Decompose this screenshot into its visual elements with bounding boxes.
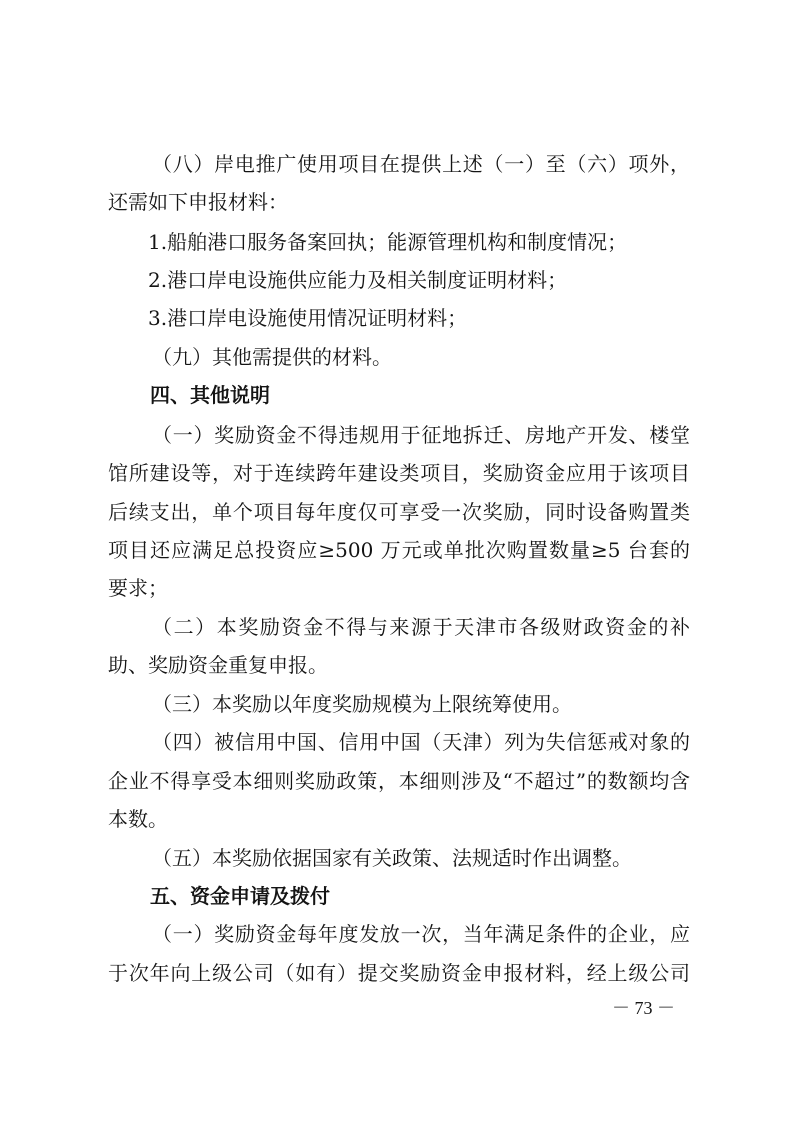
notes-p4-line-3: 本数。 — [108, 807, 168, 831]
section-8-item-3: 3.港口岸电设施使用情况证明材料； — [148, 306, 468, 330]
notes-p4-line-1: （四）被信用中国、信用中国（天津）列为失信惩戒对象的 — [152, 730, 690, 754]
notes-p4-line-2: 企业不得享受本细则奖励政策，本细则涉及“不超过”的数额均含 — [108, 769, 690, 793]
notes-p1-line-2: 馆所建设等，对于连续跨年建设类项目，奖励资金应用于该项目 — [108, 461, 690, 485]
section-8-line-2: 还需如下申报材料： — [108, 190, 288, 214]
notes-p2-line-2: 助、奖励资金重复申报。 — [108, 653, 328, 677]
notes-p5: （五）本奖励依据国家有关政策、法规适时作出调整。 — [152, 846, 632, 870]
heading-funding: 五、资金申请及拨付 — [150, 884, 330, 908]
section-8-line-1: （八）岸电推广使用项目在提供上述（一）至（六）项外， — [152, 152, 690, 176]
notes-p1-line-5: 要求； — [108, 576, 168, 600]
page-number: － 73 － — [612, 998, 675, 1018]
section-9: （九）其他需提供的材料。 — [152, 345, 392, 369]
heading-other-notes: 四、其他说明 — [150, 383, 270, 407]
notes-p2-line-1: （二）本奖励资金不得与来源于天津市各级财政资金的补 — [152, 615, 690, 639]
notes-p1-line-4: 项目还应满足总投资应≥500 万元或单批次购置数量≥5 台套的 — [108, 538, 690, 562]
section-8-item-1: 1.船舶港口服务备案回执；能源管理机构和制度情况； — [148, 230, 628, 254]
notes-p3: （三）本奖励以年度奖励规模为上限统筹使用。 — [152, 692, 572, 716]
notes-p1-line-3: 后续支出，单个项目每年度仅可享受一次奖励，同时设备购置类 — [108, 500, 690, 524]
funding-p1-line-2: 于次年向上级公司（如有）提交奖励资金申报材料，经上级公司 — [108, 961, 690, 985]
notes-p1-line-1: （一）奖励资金不得违规用于征地拆迁、房地产开发、楼堂 — [152, 423, 690, 447]
funding-p1-line-1: （一）奖励资金每年度发放一次，当年满足条件的企业，应 — [152, 922, 690, 946]
section-8-item-2: 2.港口岸电设施供应能力及相关制度证明材料； — [148, 268, 568, 292]
